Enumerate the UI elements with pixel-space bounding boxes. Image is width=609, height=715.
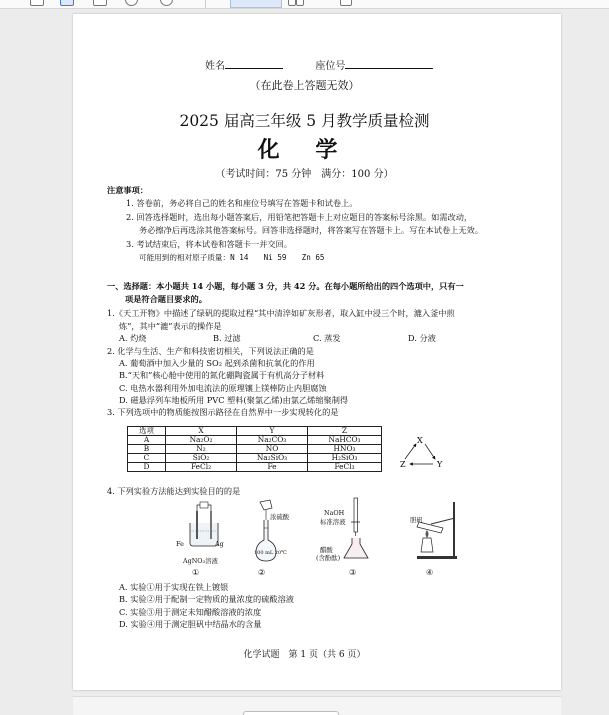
q2-option-c: C. 电热水器利用外加电流法的原理镶上镁棒防止内胆腐蚀 (119, 383, 327, 393)
node-z: Z (400, 460, 406, 469)
table-cell: B (128, 445, 166, 454)
view-single-button[interactable] (30, 0, 44, 6)
table-cell: HNO₃ (308, 445, 382, 454)
q1-option-b: B. 过滤 (213, 333, 241, 343)
q1-stem-cont: 炼”，其中“漉”表示的操作是 (119, 321, 222, 331)
phenolphthalein-label: (含酚酞) (316, 554, 341, 562)
q1-option-d: D. 分液 (408, 333, 436, 343)
view-scroll-button[interactable] (93, 0, 107, 6)
node-y: Y (437, 460, 443, 469)
page-input[interactable] (230, 0, 282, 8)
naoh-label: NaOH (324, 509, 345, 517)
q4-option-b: B. 实验②用于配制一定物质的量浓度的硫酸溶液 (119, 594, 294, 604)
page-footer: 化学试题 第 1 页（共 6 页） (243, 650, 366, 660)
table-cell: N₂ (166, 445, 237, 454)
naoh-standard-label: 标准溶液 (320, 518, 346, 526)
table-cell: NO (237, 445, 308, 454)
q3-stem: 3. 下列选项中的物质能按图示路径在自然界中一步实现转化的是 (107, 407, 339, 417)
table-cell: Na₂CO₃ (237, 436, 308, 445)
q3-table (127, 426, 382, 472)
section1-heading: 一、选择题：本小题共 14 小题，每小题 3 分，共 42 分。在每小题所给出的四个选项中，只有一 (107, 281, 464, 291)
table-header-cell: Z (308, 427, 382, 436)
q1-option-c: C. 蒸发 (313, 333, 341, 343)
name-label: 姓名 (205, 61, 225, 72)
q4-option-c: C. 实验③用于测定未知醋酸溶液的浓度 (119, 607, 262, 617)
scroll-handle[interactable] (243, 711, 339, 715)
seat-blank (345, 60, 433, 69)
table-cell: A (128, 436, 166, 445)
notice-heading: 注意事项： (107, 185, 148, 195)
zoom-out-button[interactable] (125, 0, 138, 6)
table-cell: SiO₂ (166, 454, 237, 463)
q1-stem: 1.《天工开物》中描述了绿矾的提取过程“其中清淬如矿灰形者，取入缸中浸三个时，漉入釜中煎 (107, 308, 455, 318)
table-cell: D (128, 463, 166, 472)
table-cell: C (128, 454, 166, 463)
q1-option-a: A. 灼烧 (119, 333, 147, 343)
flask-label: 100 mL 20℃ (254, 550, 287, 556)
arrow-z-to-x (405, 444, 416, 459)
apparatus-number-3: ③ (349, 567, 357, 577)
page-up-button[interactable] (288, 0, 296, 6)
agno3-label: AgNO₃溶液 (183, 557, 218, 565)
notice-item-2-cont: 务必擦净后再选涂其他答案标号。回答非选择题时，将答案写在答题卡上。写在本试卷上无效。 (139, 225, 483, 235)
invalid-note: （在此卷上答题无效） (249, 79, 360, 92)
exam-info: （考试时间：75 分钟 满分：100 分） (215, 169, 394, 180)
zoom-in-button[interactable] (160, 0, 173, 6)
name-seat-row (205, 57, 433, 72)
apparatus-number-4: ④ (426, 567, 434, 577)
apparatus-number-2: ② (258, 567, 266, 577)
q4-stem: 4. 下列实验方法能达到实验目的的是 (107, 486, 241, 496)
table-cell: FeCl₃ (308, 463, 382, 472)
table-cell: Na₂SiO₃ (237, 454, 308, 463)
exam-title: 2025 届高三年级 5 月教学质量检测 (179, 112, 430, 130)
notice-item-3: 3. 考试结束后，将本试卷和答题卡一并交回。 (126, 239, 292, 249)
conc-acid-label: 浓硫酸 (270, 513, 290, 521)
apparatus-4-heating (409, 500, 461, 560)
toolbar (0, 0, 609, 9)
q2-option-a: A. 葡萄酒中加入少量的 SO₂ 起到杀菌和抗氧化的作用 (119, 358, 315, 368)
apparatus-number-1: ① (192, 567, 200, 577)
atomic-mass: 可能用到的相对原子质量：N 14 Ni 59 Zn 65 (139, 253, 325, 262)
arrow-x-to-y (425, 444, 435, 459)
q4-option-d: D. 实验④用于测定胆矾中结晶水的含量 (119, 619, 262, 629)
page-down-button[interactable] (296, 0, 304, 6)
toolbar-divider (205, 0, 206, 9)
table-header-cell: 选项 (128, 427, 166, 436)
fe-label: Fe (176, 540, 184, 548)
table-row (128, 463, 382, 472)
q2-option-b: B.“天和”核心舱中使用的氮化硼陶瓷属于有机高分子材料 (119, 370, 325, 380)
q4-option-a: A. 实验①用于实现在铁上镀银 (119, 582, 229, 592)
section1-heading-cont: 项是符合题目要求的。 (125, 294, 207, 304)
alum-label: 胆矾 (410, 516, 423, 524)
fit-page-button[interactable] (340, 0, 352, 6)
table-cell: Na₂O₂ (166, 436, 237, 445)
table-cell: H₂SiO₃ (308, 454, 382, 463)
name-blank (225, 60, 283, 69)
view-double-button[interactable] (60, 0, 74, 6)
table-cell: Fe (237, 463, 308, 472)
table-cell: FeCl₂ (166, 463, 237, 472)
notice-item-2: 2. 回答选择题时，选出每小题答案后，用铅笔把答题卡上对应题目的答案标号涂黑。如需改动， (126, 212, 473, 222)
ag-label: Ag (215, 540, 224, 548)
q2-stem: 2. 化学与生活、生产和科技密切相关，下列说法正确的是 (107, 346, 314, 356)
subject-title: 化 学 (257, 137, 352, 163)
table-cell: NaHCO₃ (308, 436, 382, 445)
q2-option-d: D. 磁悬浮列车地板所用 PVC 塑料(聚氯乙烯)由氯乙烯缩聚制得 (119, 395, 349, 405)
table-header-cell: X (166, 427, 237, 436)
apparatus-3-titration (341, 496, 371, 562)
node-x: X (417, 436, 423, 445)
notice-item-1: 1. 答卷前，务必将自己的姓名和座位号填写在答题卡和试卷上。 (126, 198, 358, 208)
seat-label: 座位号 (315, 61, 346, 72)
table-header-cell: Y (237, 427, 308, 436)
acetic-acid-label: 醋酸 (320, 546, 333, 554)
conversion-diagram (400, 433, 450, 473)
